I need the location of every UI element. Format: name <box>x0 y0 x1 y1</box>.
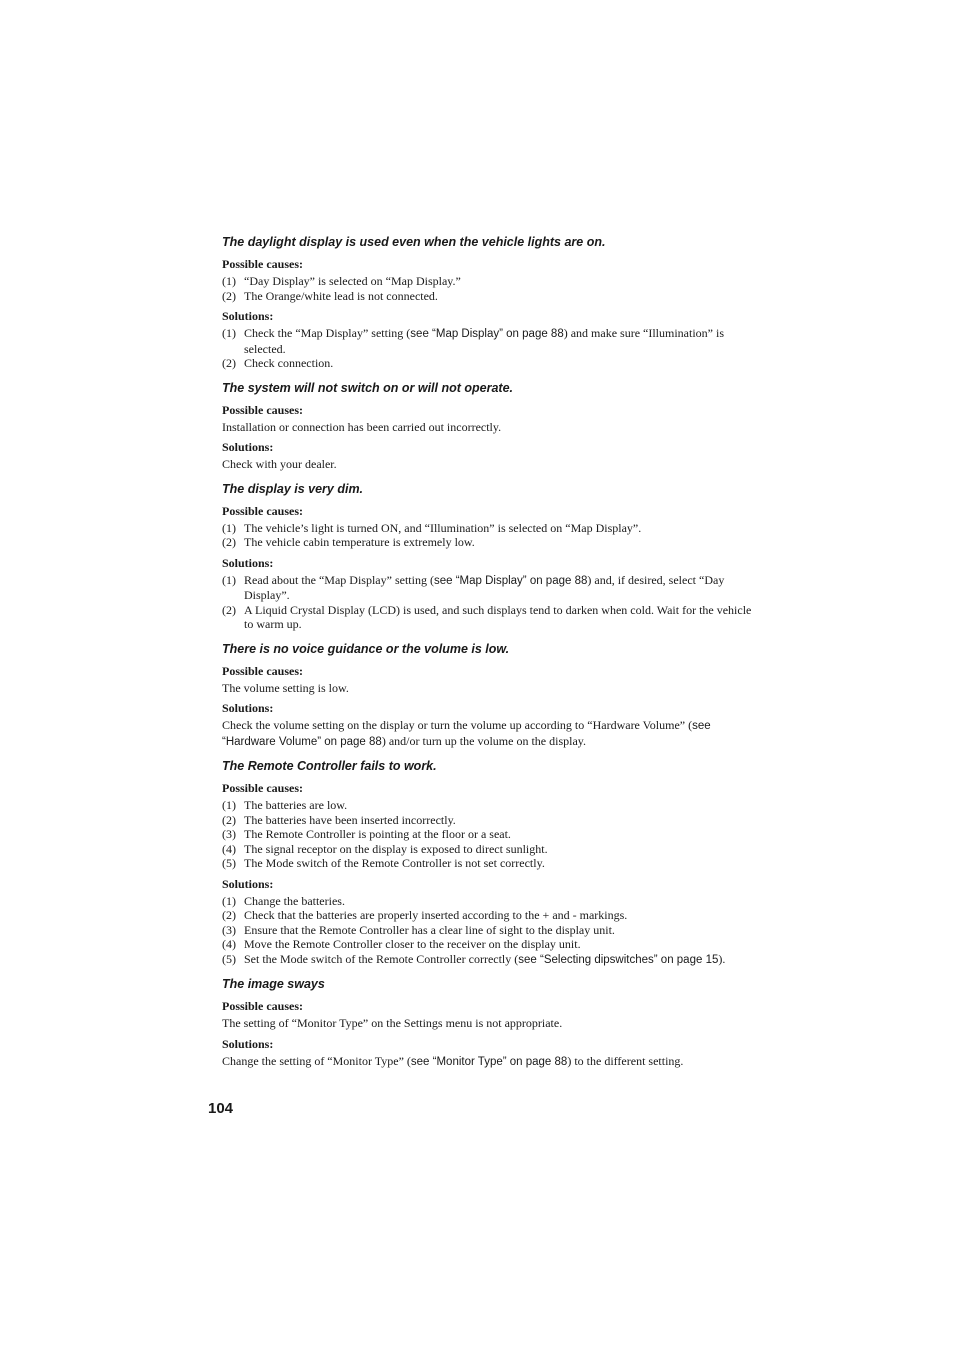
page-number: 104 <box>208 1100 234 1117</box>
solutions-label: Solutions: <box>222 309 274 323</box>
list-item: (1) Change the batteries. <box>222 893 345 908</box>
list-item: (2) A Liquid Crystal Display (LCD) is used, and such displays tend to darken when cold. Wait for the vehicle to warm up. <box>222 602 752 631</box>
list-item: (1) Read about the “Map Display” setting (see “Map Display” on page 88) and, if desired, select “Day Display”. <box>222 572 725 602</box>
causes-text: The setting of “Monitor Type” on the Settings menu is not appropriate. <box>222 1016 563 1030</box>
causes-list <box>222 521 754 550</box>
causes-label: Possible causes: <box>222 503 303 518</box>
section-heading: The daylight display is used even when the vehicle lights are on. <box>222 235 606 249</box>
solutions-text: Check with your dealer. <box>222 457 337 471</box>
troubleshooting-section <box>222 481 754 632</box>
solutions-label: Solutions: <box>222 555 274 570</box>
causes-label: Possible causes: <box>222 402 303 417</box>
causes-text: The volume setting is low. <box>222 680 349 695</box>
causes-label: Possible causes: <box>222 663 303 678</box>
troubleshooting-content <box>222 234 754 1078</box>
causes-list <box>222 274 754 303</box>
troubleshooting-section <box>222 976 754 1069</box>
solutions-list <box>222 326 754 371</box>
list-item: (3) The Remote Controller is pointing at the floor or a seat. <box>222 827 511 841</box>
solutions-label: Solutions: <box>222 440 274 454</box>
section-heading: There is no voice guidance or the volume is low. <box>222 641 510 656</box>
page-reference: see “Selecting dipswitches” on page 15 <box>518 953 719 966</box>
troubleshooting-section <box>222 758 754 967</box>
page-reference: see “Map Display” on page 88 <box>433 574 588 587</box>
troubleshooting-section <box>222 380 754 472</box>
section-heading: The display is very dim. <box>222 481 364 496</box>
causes-label: Possible causes: <box>222 999 303 1013</box>
list-item: (1) Check the “Map Display” setting (see “Map Display” on page 88) and make sure “Illumination” is selected. <box>222 326 725 356</box>
list-item: (5) The Mode switch of the Remote Controller is not set correctly. <box>222 856 545 870</box>
list-item: (4) Move the Remote Controller closer to the receiver on the display unit. <box>222 937 581 951</box>
list-item: (1) The vehicle’s light is turned ON, and “Illumination” is selected on “Map Display”. <box>222 520 642 535</box>
list-item: (5) Set the Mode switch of the Remote Controller correctly (see “Selecting dipswitches” on page 15). <box>222 951 726 966</box>
section-heading: The Remote Controller fails to work. <box>222 759 437 773</box>
causes-label: Possible causes: <box>222 781 303 795</box>
causes-list <box>222 798 754 871</box>
solutions-text: Change the setting of “Monitor Type” (see “Monitor Type” on page 88) to the different setting. <box>222 1053 684 1068</box>
page-reference: see “Monitor Type” on page 88 <box>410 1055 568 1068</box>
page-reference: see “Map Display” on page 88 <box>410 328 564 340</box>
solutions-list <box>222 894 754 968</box>
list-item: (1) “Day Display” is selected on “Map Display.” <box>222 274 461 288</box>
list-item: (3) Ensure that the Remote Controller has a clear line of sight to the display unit. <box>222 922 615 937</box>
list-item: (2) Check connection. <box>222 356 334 370</box>
solutions-label: Solutions: <box>222 701 274 715</box>
troubleshooting-section <box>222 234 754 371</box>
solutions-text: Check the volume setting on the display or turn the volume up according to “Hardware Volume” (see “Hardware Volume” on page 88) and/or turn up the volume on the display. <box>222 718 711 748</box>
page-reference: see “Hardware Volume” on page 88 <box>222 720 711 748</box>
section-heading: The system will not switch on or will not operate. <box>222 380 514 395</box>
list-item: (2) The vehicle cabin temperature is extremely low. <box>222 535 475 549</box>
list-item: (4) The signal receptor on the display is exposed to direct sunlight. <box>222 841 548 856</box>
section-heading: The image sways <box>222 977 325 991</box>
solutions-label: Solutions: <box>222 876 274 891</box>
causes-text: Installation or connection has been carried out incorrectly. <box>222 419 502 434</box>
list-item: (2) The Orange/white lead is not connected. <box>222 288 438 303</box>
list-item: (1) The batteries are low. <box>222 798 348 812</box>
list-item: (2) Check that the batteries are properly inserted according to the + and - markings. <box>222 908 628 922</box>
causes-label: Possible causes: <box>222 257 303 271</box>
troubleshooting-section <box>222 641 754 750</box>
solutions-list <box>222 573 754 632</box>
solutions-label: Solutions: <box>222 1036 274 1051</box>
list-item: (2) The batteries have been inserted incorrectly. <box>222 812 456 827</box>
